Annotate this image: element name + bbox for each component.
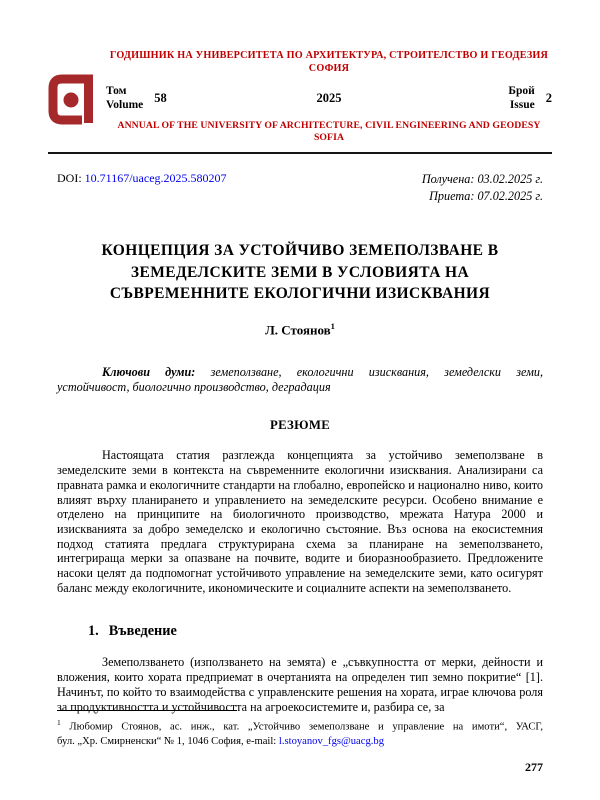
year-value: 2025 xyxy=(316,91,342,105)
section-title: Въведение xyxy=(108,623,177,640)
doi-line xyxy=(57,171,227,204)
masthead-text-block xyxy=(106,50,552,144)
header-rule xyxy=(48,152,552,154)
uaceg-logo-icon xyxy=(48,72,98,127)
intro-paragraph: Земеползването (използването на земята) е „съвкупността от мерки, дейности и вложения, които хората предприемат в очертанията на определен тип земно покритие“ [1]. Начинът, по който то взаимодейства с управленските решения на хората, играе ключова роля за продуктивността и устойчивостта на агроекосистемите и, разбира се, за xyxy=(57,655,543,714)
article-title: КОНЦЕПЦИЯ ЗА УСТОЙЧИВО ЗЕМЕПОЛЗВАНЕ В ЗЕМЕДЕЛСКИТЕ ЗЕМИ В УСЛОВИЯТА НА СЪВРЕМЕННИТЕ ЕКОЛОГИЧНИ ИЗИСКВАНИЯ xyxy=(101,242,499,302)
page-footer xyxy=(57,710,543,775)
footnote-rule xyxy=(57,710,237,711)
page-number: 277 xyxy=(525,759,543,774)
footnote-line2-text: бул. „Хр. Смирненски“ № 1, 1046 София, e-mail: xyxy=(57,735,279,747)
abstract-paragraph: Настоящата статия разглежда концепцията за устойчиво земеползване в земеделските земи в контекста на съвременните екологични изисквания. Анализирани са правната рамка и екологичните стандарти на глобално, европейско и национално ниво, които влияят върху планирането и управлението на земеделските ресурси. Особено внимание е отделено на принципите на биологичното производство, мрежата Натура 2000 и изискванията за добро земеделско и екологично състояние. Въз основа на екосистемния подход статията предлага структурирана схема за планиране на земеползването, интегрираща мерки за опазване на почвите, водите и биоразнообразието. Предложените насоки целят да подпомогнат устойчивото управление на земеделските земи, като осигурят баланс между екологичните, икономическите и социалните аспекти на земеползването. xyxy=(57,448,543,595)
article-content xyxy=(57,171,543,714)
keywords-text: земеползване, екологични изисквания, земеделски земи, устойчивост, биологично производство, деградация xyxy=(57,364,544,394)
volume-group xyxy=(106,85,317,112)
author-footnote xyxy=(57,716,543,749)
journal-title-bulgarian xyxy=(106,50,552,75)
volume-label-en: Volume xyxy=(106,98,144,111)
section-number: 1. xyxy=(88,623,99,640)
keywords-paragraph xyxy=(57,365,543,395)
submission-dates xyxy=(422,171,543,204)
journal-title-bg-line1: ГОДИШНИК НА УНИВЕРСИТЕТА ПО АРХИТЕКТУРА, СТРОИТЕЛСТВО И ГЕОДЕЗИЯ xyxy=(109,50,549,61)
abstract-heading: РЕЗЮМЕ xyxy=(269,418,331,433)
journal-title-english xyxy=(106,120,552,144)
footnote-line1 xyxy=(57,716,543,735)
received-date: Получена: 03.02.2025 г. xyxy=(421,172,543,186)
masthead-row xyxy=(48,50,552,144)
uaceg-logo xyxy=(48,50,106,127)
volume-value: 58 xyxy=(154,91,167,105)
section-heading-introduction xyxy=(88,623,543,640)
footnote-marker: 1 xyxy=(57,718,61,727)
accepted-date: Приета: 07.02.2025 г. xyxy=(429,188,543,203)
author-footnote-marker: 1 xyxy=(330,320,335,331)
issue-labels xyxy=(508,85,534,112)
volume-labels xyxy=(106,85,143,112)
doi-label: DOI: xyxy=(57,171,82,185)
doi-link[interactable]: 10.71167/uaceg.2025.580207 xyxy=(84,171,227,185)
volume-label-bg: Том xyxy=(106,85,127,97)
doi-dates-row xyxy=(57,171,543,204)
issue-value: 2 xyxy=(545,91,552,105)
author-email-link[interactable]: l.stoyanov_fgs@uacg.bg xyxy=(278,735,384,747)
author-name: Л. Стоянов xyxy=(265,321,331,337)
keywords-label: Ключови думи: xyxy=(102,364,196,379)
issue-group xyxy=(342,85,553,112)
issue-label-en: Issue xyxy=(509,98,535,111)
issue-label-bg: Брой xyxy=(508,85,535,97)
volume-issue-row xyxy=(106,85,552,112)
footnote-line2 xyxy=(57,735,543,749)
author-line xyxy=(57,321,543,338)
journal-masthead xyxy=(48,50,552,154)
journal-title-en-line2: SOFIA xyxy=(313,132,345,143)
journal-title-bg-line2: СОФИЯ xyxy=(308,62,350,74)
footnote-line1-text: Любомир Стоянов, ас. инж., кат. „Устойчиво земеползване и управление на имоти“, УАСГ, xyxy=(69,721,543,733)
journal-title-en-line1: ANNUAL OF THE UNIVERSITY OF ARCHITECTURE, CIVIL ENGINEERING AND GEODESY xyxy=(117,120,541,131)
